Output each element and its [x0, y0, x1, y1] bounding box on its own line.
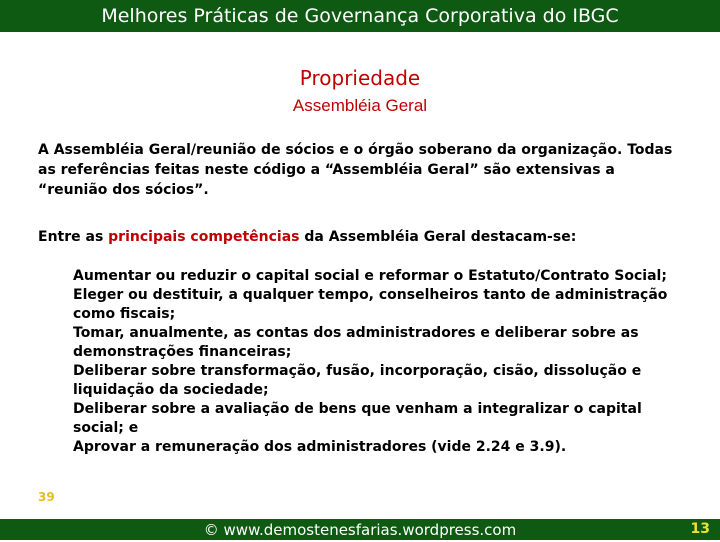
competencias-suffix: da Assembléia Geral destacam-se: — [299, 229, 577, 245]
slide-title: Propriedade — [299, 66, 421, 90]
list-item: Deliberar sobre transformação, fusão, incorporação, cisão, dissolução e liquidação da sociedade; — [73, 363, 642, 398]
list-item: Aumentar ou reduzir o capital social e reformar o Estatuto/Contrato Social; — [73, 268, 667, 284]
header-title: Melhores Práticas de Governança Corporativa do IBGC — [101, 5, 619, 27]
competencias-highlight: principais competências — [108, 229, 300, 245]
list-item: Tomar, anualmente, as contas dos administradores e deliberar sobre as demonstrações financeiras; — [73, 325, 639, 360]
page-number: 13 — [690, 521, 710, 537]
intro-paragraph: A Assembléia Geral/reunião de sócios e o órgão soberano da organização. Todas as referências feitas neste código a “Assembléia Geral” são extensivas a “reunião dos sócios”. — [38, 142, 673, 198]
slide-subtitle: Assembléia Geral — [292, 96, 428, 115]
header-bar — [0, 0, 720, 32]
competencias-heading — [38, 227, 688, 247]
competencias-prefix: Entre as — [38, 229, 109, 245]
list-item: Eleger ou destituir, a qualquer tempo, conselheiros tanto de administração como fiscais; — [73, 287, 668, 322]
list-item: Deliberar sobre a avaliação de bens que venham a integralizar o capital social; e — [73, 401, 642, 436]
list-item: Aprovar a remuneração dos administradores (vide 2.24 e 3.9). — [73, 439, 567, 455]
page-number-left: 39 — [38, 490, 55, 504]
footer-text: © www.demostenesfarias.wordpress.com — [203, 521, 517, 539]
competencias-list — [73, 267, 693, 457]
